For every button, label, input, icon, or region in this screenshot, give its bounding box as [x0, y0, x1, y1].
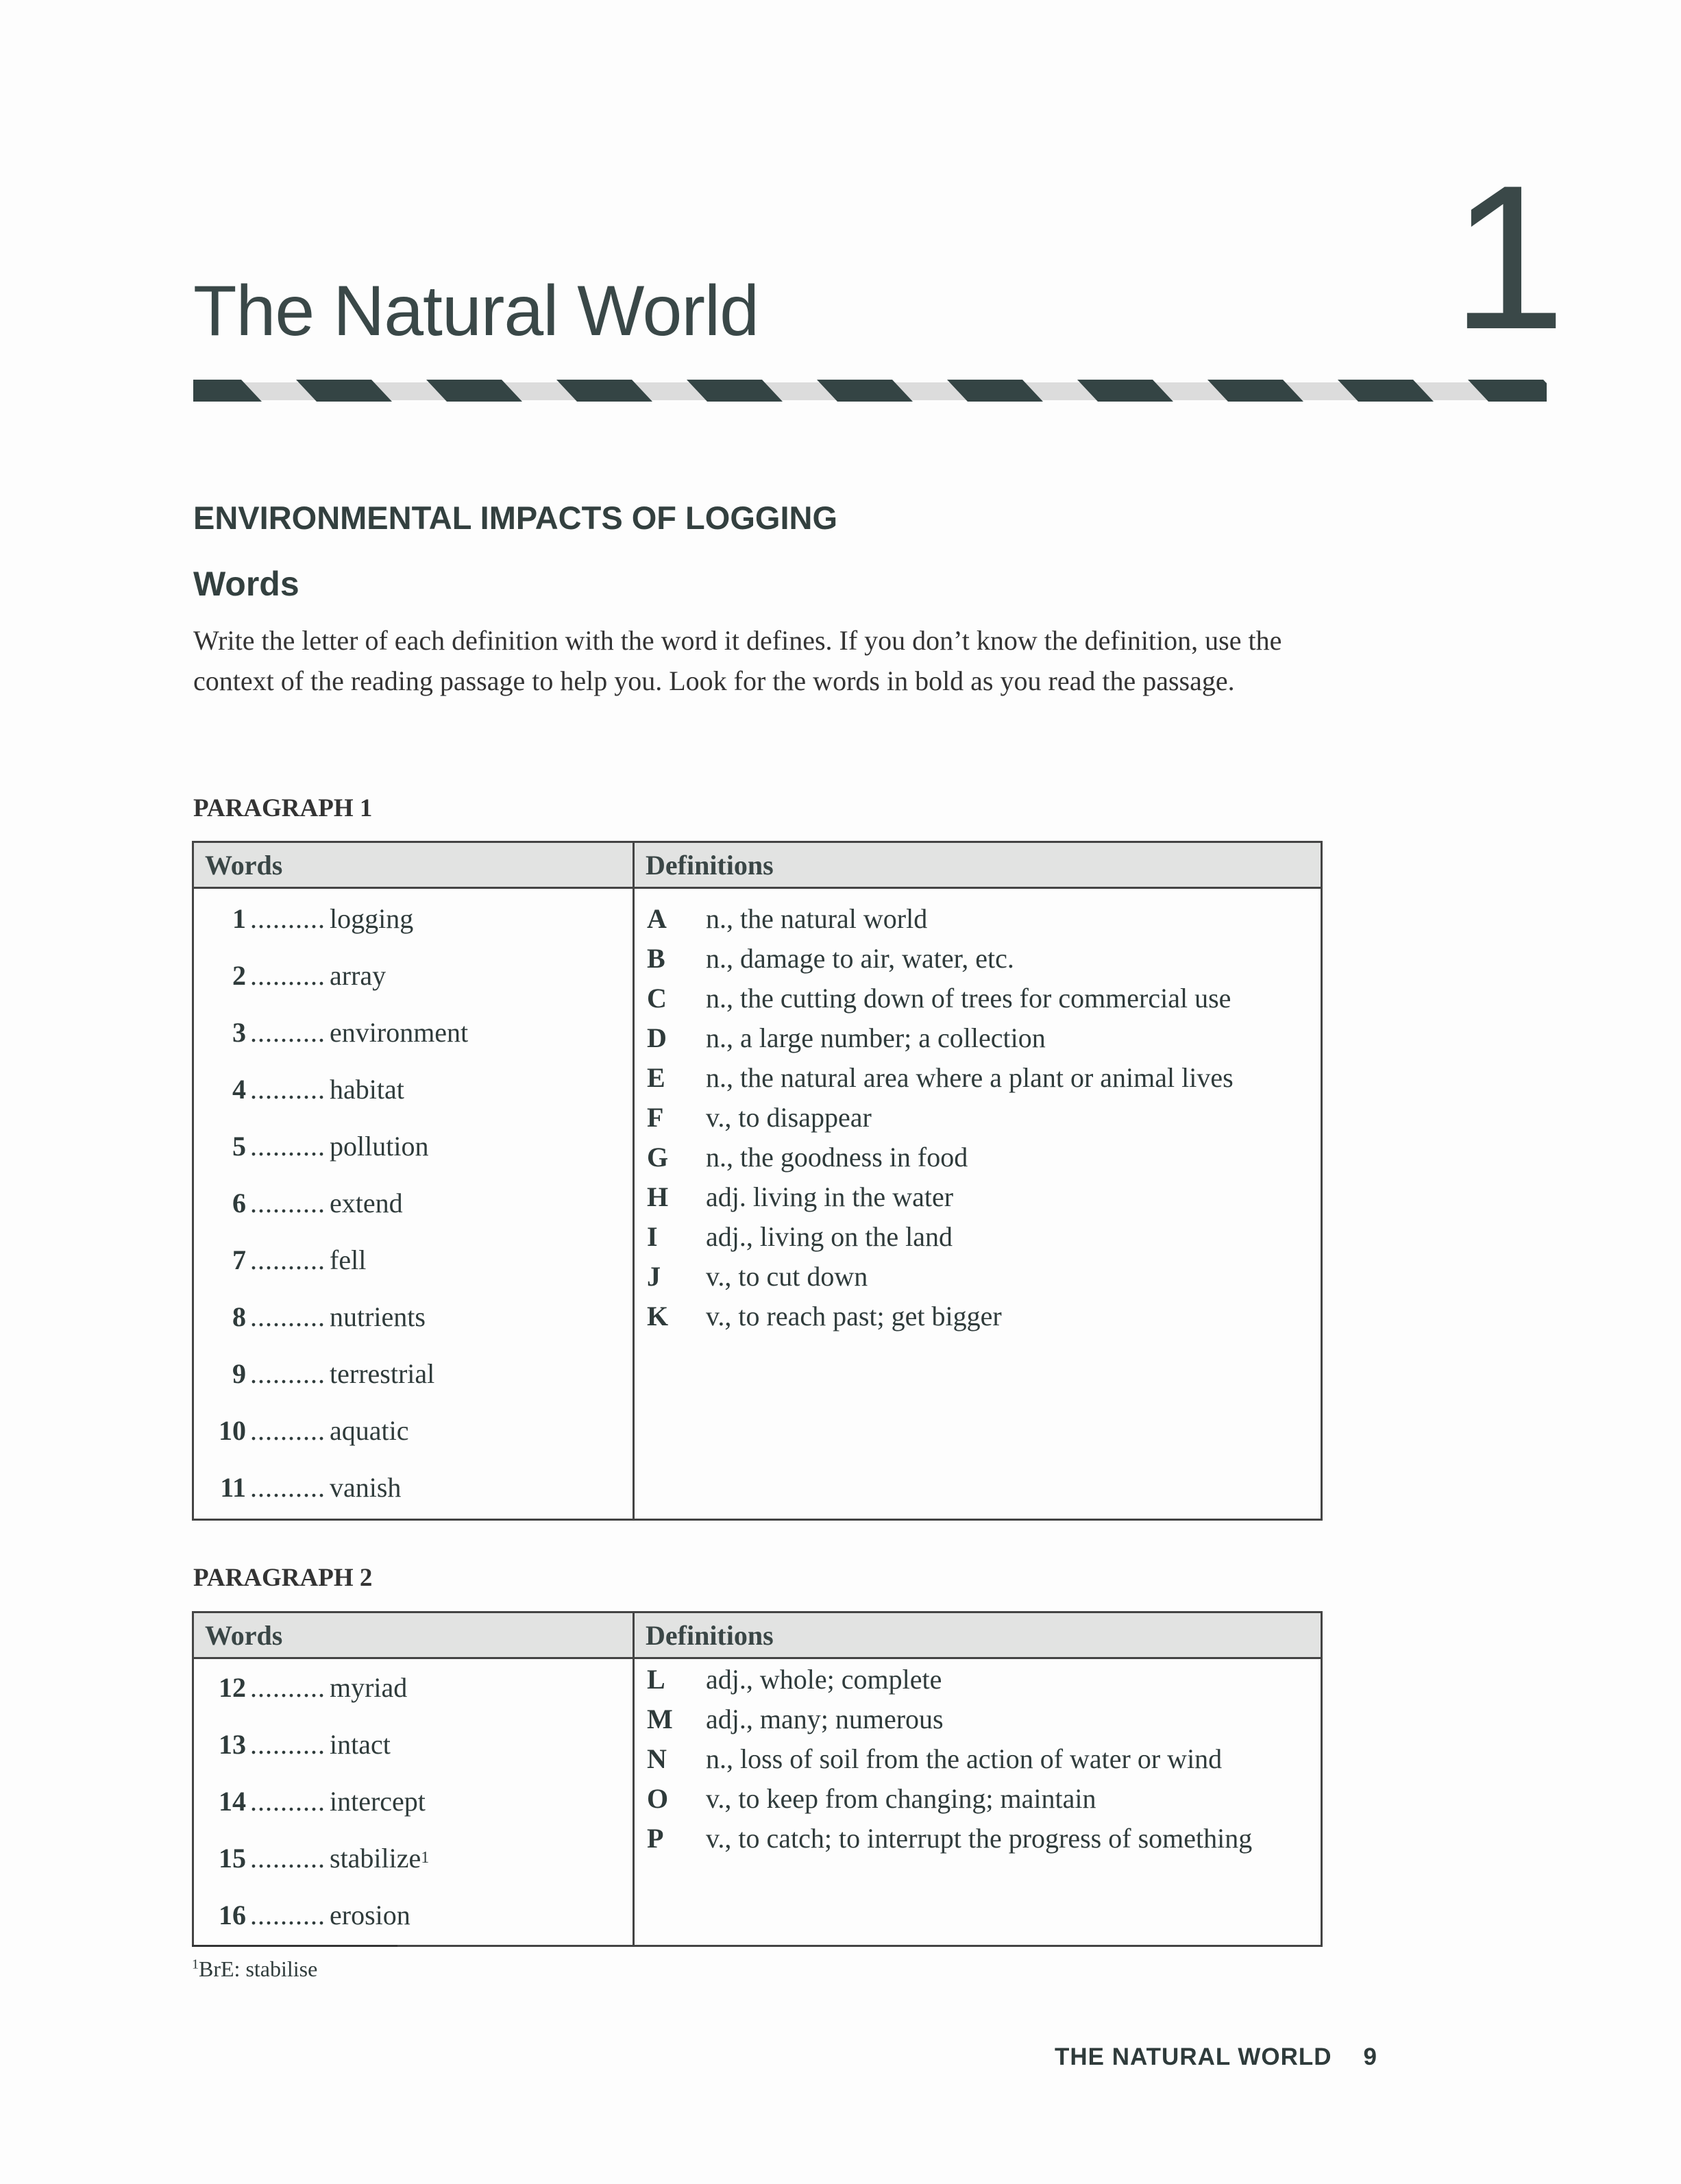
definition-text: n., loss of soil from the action of water or wind [706, 1743, 1223, 1774]
word: erosion [330, 1900, 410, 1930]
word: environment [330, 1017, 469, 1048]
definition-letter: C [647, 982, 667, 1014]
paragraph1-label: PARAGRAPH 1 [193, 794, 373, 822]
definition-letter: N [647, 1743, 667, 1774]
definition-letter: O [647, 1782, 669, 1814]
definition-row [635, 1097, 1321, 1137]
definition-text: adj., living on the land [706, 1220, 953, 1252]
definition-letter: H [647, 1181, 669, 1212]
definition-row [635, 1659, 1321, 1699]
definition-text: n., the natural world [706, 903, 928, 934]
definition-text: n., damage to air, water, etc. [706, 942, 1014, 974]
word-number: 6 [232, 1188, 246, 1218]
definition-row [635, 978, 1321, 1018]
word: stabilize [330, 1843, 421, 1874]
answer-blank[interactable]: .......... [250, 1358, 326, 1389]
word-row [194, 1402, 633, 1459]
page-number: 9 [1363, 2044, 1377, 2070]
answer-blank[interactable]: .......... [250, 1672, 326, 1703]
definition-text: adj., whole; complete [706, 1663, 942, 1695]
definition-row [635, 1699, 1321, 1739]
answer-blank[interactable]: .......... [250, 1074, 326, 1105]
page-footer [1035, 2044, 1377, 2071]
word: terrestrial [330, 1358, 435, 1389]
definition-row [635, 1177, 1321, 1216]
definitions-header: Definitions [634, 842, 1322, 888]
definition-letter: F [647, 1101, 664, 1133]
word-row [194, 1659, 633, 1716]
definition-row [635, 1057, 1321, 1097]
chapter-number: 1 [1451, 142, 1566, 372]
definition-row [635, 1296, 1321, 1336]
definition-text: v., to keep from changing; maintain [706, 1782, 1096, 1814]
word-row [194, 1175, 633, 1231]
answer-blank[interactable]: .......... [250, 1472, 326, 1503]
word-number: 13 [219, 1729, 246, 1760]
word-row [194, 890, 633, 947]
word-number: 2 [232, 960, 246, 991]
word-number: 11 [220, 1472, 246, 1503]
word: fell [330, 1244, 367, 1275]
definition-letter: L [647, 1663, 665, 1695]
word-number: 10 [219, 1415, 246, 1446]
word-row [194, 1773, 633, 1830]
answer-blank[interactable]: .......... [250, 960, 326, 991]
definition-row [635, 1137, 1321, 1177]
definition-text: n., the goodness in food [706, 1141, 968, 1173]
word-row [194, 1004, 633, 1061]
footnote-ref: 1 [421, 1849, 430, 1867]
definition-letter: K [647, 1300, 669, 1332]
instructions: Write the letter of each definition with the word it defines. If you don’t know the definition, use the context of the reading passage to help you. Look for the words in bold as you read the passage. [193, 625, 1282, 696]
word: intact [330, 1729, 391, 1760]
word: extend [330, 1188, 403, 1218]
word-row [194, 1061, 633, 1118]
word-row [194, 947, 633, 1004]
decorative-stripe [193, 376, 1547, 403]
word-row [194, 1288, 633, 1345]
definition-text: v., to cut down [706, 1260, 868, 1292]
definition-row [635, 898, 1321, 938]
paragraph2-table [192, 1611, 1323, 1947]
word-number: 4 [232, 1074, 246, 1105]
definition-row [635, 1216, 1321, 1256]
answer-blank[interactable]: .......... [250, 1415, 326, 1446]
definition-row [635, 1018, 1321, 1057]
definition-letter: B [647, 942, 665, 974]
definition-letter: E [647, 1062, 665, 1093]
word-number: 1 [232, 903, 246, 934]
word-row [194, 1118, 633, 1175]
answer-blank[interactable]: .......... [250, 1188, 326, 1218]
word: logging [330, 903, 414, 934]
answer-blank[interactable]: .......... [250, 1843, 326, 1874]
word-number: 16 [219, 1900, 246, 1930]
word-number: 3 [232, 1017, 246, 1048]
answer-blank[interactable]: .......... [250, 1131, 326, 1162]
definition-letter: P [647, 1822, 664, 1854]
definition-letter: J [647, 1260, 661, 1292]
words-header: Words [193, 1612, 634, 1658]
definition-text: n., a large number; a collection [706, 1022, 1046, 1053]
footnote: $^1$BrE: stabilise [192, 1956, 318, 1981]
word-row [194, 1830, 633, 1887]
definition-letter: M [647, 1703, 673, 1734]
subheading: Words [193, 565, 299, 603]
word: habitat [330, 1074, 404, 1105]
answer-blank[interactable]: .......... [250, 1244, 326, 1275]
word-row [194, 1231, 633, 1288]
word: array [330, 960, 386, 991]
definition-row [635, 938, 1321, 978]
definition-text: v., to catch; to interrupt the progress of something [706, 1822, 1253, 1854]
definition-row [635, 1818, 1321, 1858]
definition-letter: I [647, 1220, 658, 1252]
definition-text: adj., many; numerous [706, 1703, 944, 1734]
definition-row [635, 1256, 1321, 1296]
word-number: 9 [232, 1358, 246, 1389]
definition-text: n., the natural area where a plant or animal lives [706, 1062, 1234, 1093]
answer-blank[interactable]: .......... [250, 1786, 326, 1817]
definition-text: adj. living in the water [706, 1181, 954, 1212]
answer-blank[interactable]: .......... [250, 1900, 326, 1930]
word-row [194, 1459, 633, 1516]
paragraph1-table [192, 841, 1323, 1521]
definition-row [635, 1778, 1321, 1818]
paragraph2-label: PARAGRAPH 2 [193, 1564, 373, 1592]
word-number: 15 [219, 1843, 246, 1874]
running-title: THE NATURAL WORLD [1054, 2044, 1332, 2070]
word: nutrients [330, 1301, 426, 1332]
word-number: 5 [232, 1131, 246, 1162]
answer-blank[interactable]: .......... [250, 1729, 326, 1760]
word: myriad [330, 1672, 408, 1703]
section-title: ENVIRONMENTAL IMPACTS OF LOGGING [193, 500, 837, 536]
answer-blank[interactable]: .......... [250, 1017, 326, 1048]
definition-text: v., to disappear [706, 1101, 872, 1133]
word-row [194, 1716, 633, 1773]
word: vanish [330, 1472, 402, 1503]
chapter-title: The Natural World [193, 271, 759, 351]
word: aquatic [330, 1415, 409, 1446]
word-number: 7 [232, 1244, 246, 1275]
answer-blank[interactable]: .......... [250, 1301, 326, 1332]
answer-blank[interactable]: .......... [250, 903, 326, 934]
word-row [194, 1345, 633, 1402]
definition-letter: A [647, 903, 667, 934]
word: pollution [330, 1131, 429, 1162]
footnote-rule [192, 1945, 397, 1947]
word: intercept [330, 1786, 426, 1817]
word-row [194, 1887, 633, 1943]
word-number: 8 [232, 1301, 246, 1332]
definition-text: v., to reach past; get bigger [706, 1300, 1002, 1332]
definition-text: n., the cutting down of trees for commercial use [706, 982, 1231, 1014]
words-header: Words [193, 842, 634, 888]
definitions-header: Definitions [634, 1612, 1322, 1658]
definition-row [635, 1739, 1321, 1778]
word-number: 14 [219, 1786, 246, 1817]
word-number: 12 [219, 1672, 246, 1703]
definition-letter: D [647, 1022, 667, 1053]
definition-letter: G [647, 1141, 669, 1173]
